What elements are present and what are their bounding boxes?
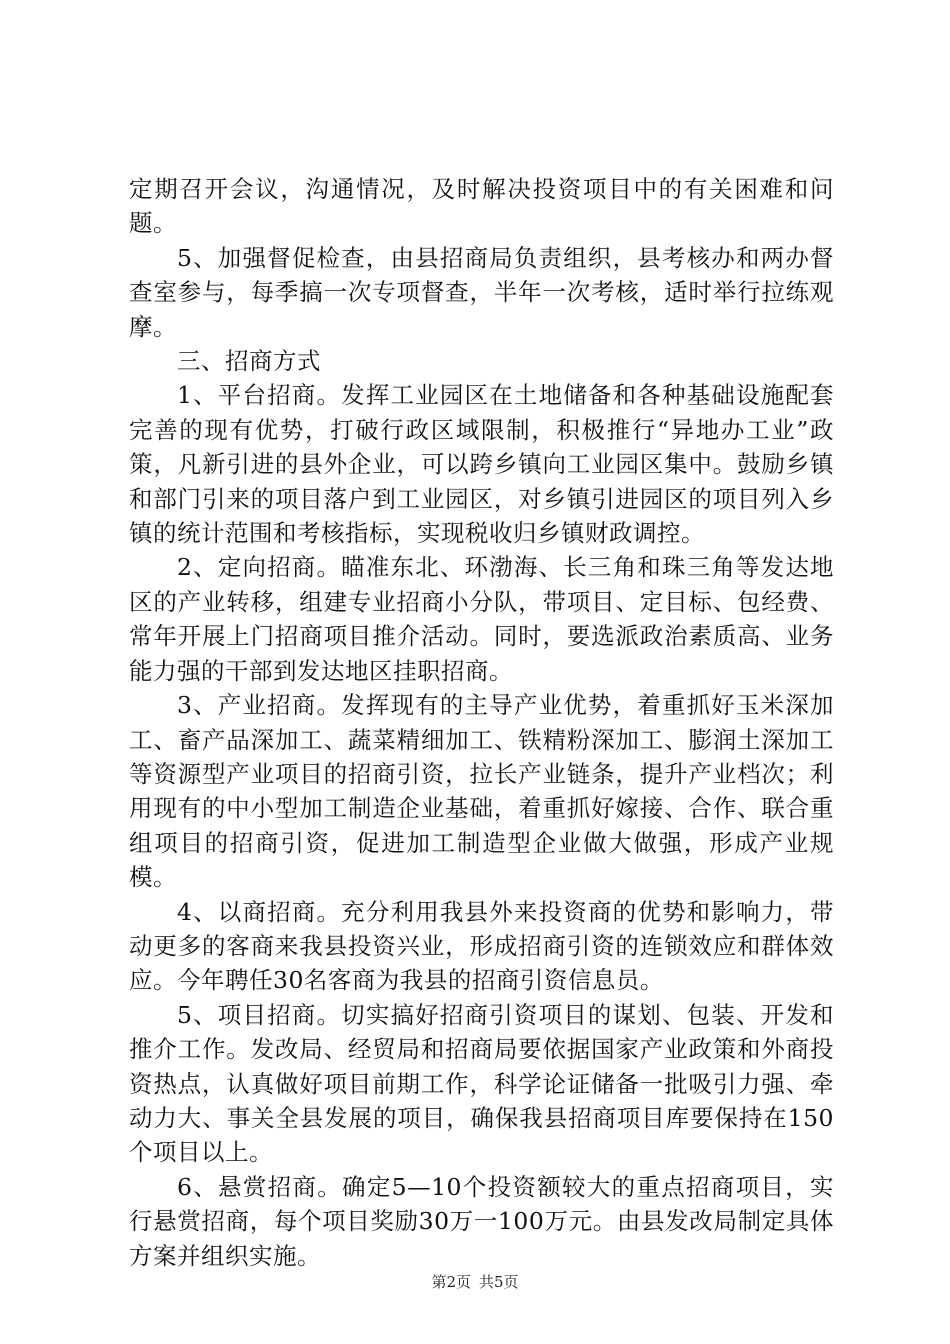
paragraph-continuation: 定期召开会议，沟通情况，及时解决投资项目中的有关困难和问题。 <box>129 175 834 238</box>
document-body <box>129 172 834 1273</box>
paragraph-industry-investment: 3、产业招商。发挥现有的主导产业优势，着重抓好玉米深加工、畜产品深加工、蔬菜精细加工、铁精粉深加工、膨润土深加工等资源型产业项目的招商引资，拉长产业链条，提升产业档次；利用现有的中小型加工制造企业基础，着重抓好嫁接、合作、联合重组项目的招商引资，促进加工制造型企业做大做强，形成产业规模。 <box>129 691 834 892</box>
page-total: 共5页 <box>479 1273 519 1291</box>
paragraph-project-investment: 5、项目招商。切实搞好招商引资项目的谋划、包装、开发和推介工作。发改局、经贸局和招商局要依据国家产业政策和外商投资热点，认真做好项目前期工作，科学论证储备一批吸引力强、牵动力大、事关全县发展的项目，确保我县招商项目库要保持在150个项目以上。 <box>129 1000 834 1167</box>
page-footer <box>0 1271 950 1292</box>
page-number: 第2页 <box>431 1273 471 1291</box>
paragraph-supervision: 5、加强督促检查，由县招商局负责组织，县考核办和两办督查室参与，每季搞一次专项督查，半年一次考核，适时举行拉练观摩。 <box>129 243 834 341</box>
paragraph-targeted-investment: 2、定向招商。瞄准东北、环渤海、长三角和珠三角等发达地区的产业转移，组建专业招商小分队，带项目、定目标、包经费、常年开展上门招商项目推介活动。同时，要选派政治素质高、业务能力强的干部到发达地区挂职招商。 <box>129 553 834 685</box>
paragraph-reward-investment: 6、悬赏招商。确定5—10个投资额较大的重点招商项目，实行悬赏招商，每个项目奖励30万一100万元。由县发改局制定具体方案并组织实施。 <box>129 1172 834 1270</box>
paragraph-business-referral-investment: 4、以商招商。充分利用我县外来投资商的优势和影响力，带动更多的客商来我县投资兴业，形成招商引资的连锁效应和群体效应。今年聘任30名客商为我县的招商引资信息员。 <box>129 897 834 995</box>
section-heading-investment-methods: 三、招商方式 <box>177 347 321 376</box>
paragraph-platform-investment: 1、平台招商。发挥工业园区在土地储备和各种基础设施配套完善的现有优势，打破行政区域限制，积极推行“异地办工业”政策，凡新引进的县外企业，可以跨乡镇向工业园区集中。鼓励乡镇和部门引来的项目落户到工业园区，对乡镇引进园区的项目列入乡镇的统计范围和考核指标，实现税收归乡镇财政调控。 <box>129 381 834 548</box>
